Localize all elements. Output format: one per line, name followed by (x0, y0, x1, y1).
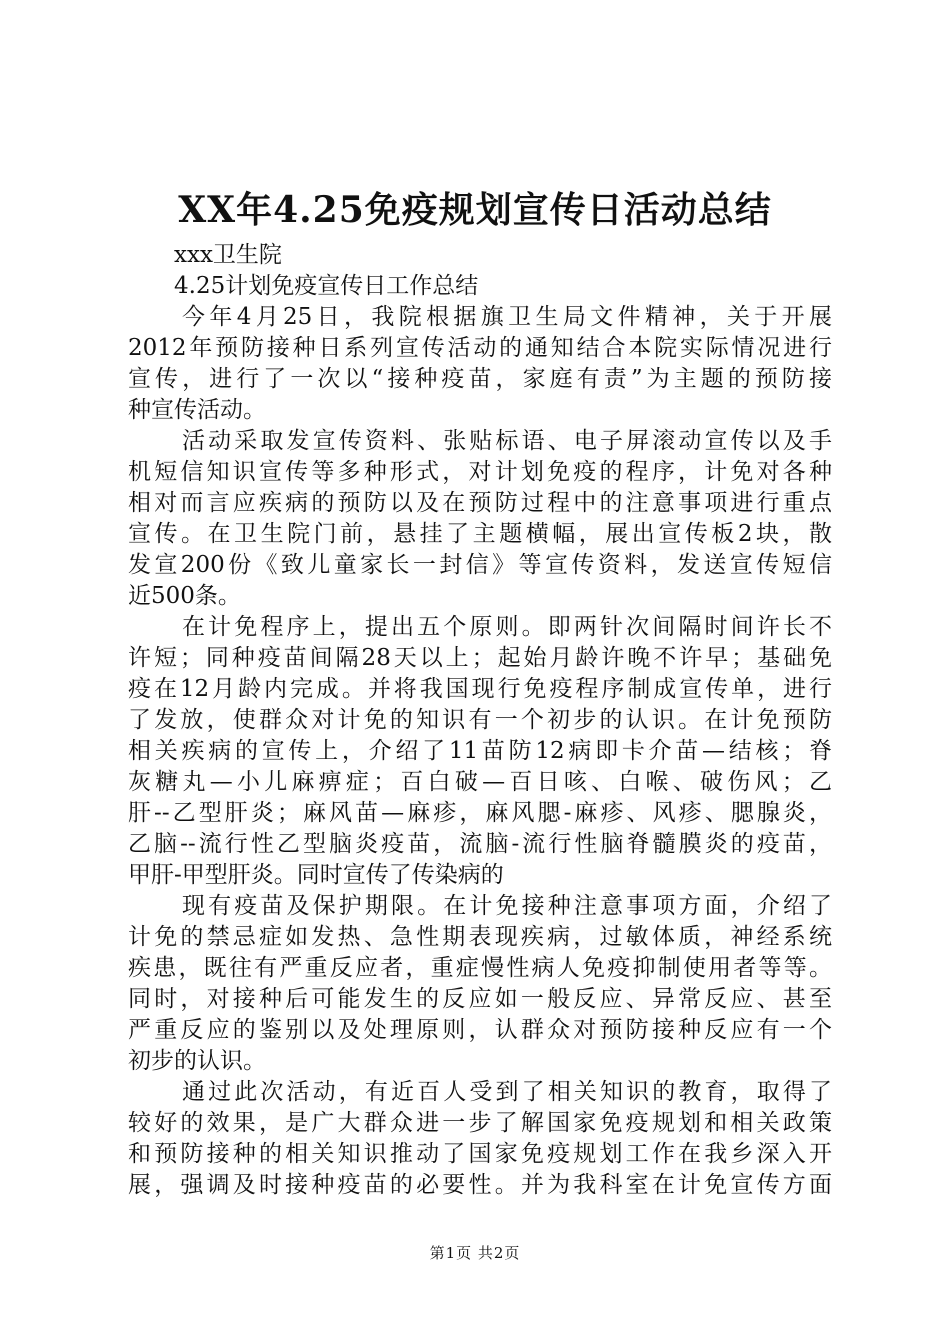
paragraph-1-line: 种宣传活动。 (128, 397, 266, 423)
paragraph-5-line: 通过此次活动，有近百人受到了相关知识的教育，取得了 (182, 1079, 832, 1105)
org-name: xxx卫生院 (174, 242, 282, 268)
paragraph-1-line: 2012年预防接种日系列宣传活动的通知结合本院实际情况进行 (128, 335, 832, 361)
paragraph-3-line: 乙脑--流行性乙型脑炎疫苗，流脑-流行性脑脊髓膜炎的疫苗， (128, 831, 832, 857)
paragraph-3-line: 相关疾病的宣传上，介绍了11苗防12病即卡介苗—结核；脊 (128, 738, 832, 764)
paragraph-4-line: 疾患，既往有严重反应者，重症慢性病人免疫抑制使用者等等。 (128, 955, 832, 981)
paragraph-5-line: 展，强调及时接种疫苗的必要性。并为我科室在计免宣传方面 (128, 1172, 832, 1198)
paragraph-1-line: 宣传，进行了一次以“接种疫苗，家庭有责”为主题的预防接 (128, 366, 832, 392)
paragraph-4-line: 计免的禁忌症如发热、急性期表现疾病，过敏体质，神经系统 (128, 924, 832, 950)
document-body (128, 240, 832, 1201)
paragraph-1-line: 今年4月25日，我院根据旗卫生局文件精神，关于开展 (182, 304, 832, 330)
paragraph-3-line: 灰糖丸—小儿麻痹症；百白破—百日咳、白喉、破伤风；乙 (128, 769, 832, 795)
paragraph-2-line: 相对而言应疾病的预防以及在预防过程中的注意事项进行重点 (128, 490, 832, 516)
paragraph-3-line: 疫在12月龄内完成。并将我国现行免疫程序制成宣传单，进行 (128, 676, 832, 702)
paragraph-4-line: 严重反应的鉴别以及处理原则，认群众对预防接种反应有一个 (128, 1017, 832, 1043)
paragraph-4-line: 同时，对接种后可能发生的反应如一般反应、异常反应、甚至 (128, 986, 832, 1012)
subtitle: 4.25计划免疫宣传日工作总结 (174, 273, 479, 299)
paragraph-3-line: 了发放，使群众对计免的知识有一个初步的认识。在计免预防 (128, 707, 832, 733)
paragraph-3-line: 甲肝-甲型肝炎。同时宣传了传染病的 (128, 862, 504, 888)
paragraph-2-line: 近500条。 (128, 583, 241, 609)
paragraph-2-line: 机短信知识宣传等多种形式，对计划免疫的程序，计免对各种 (128, 459, 832, 485)
paragraph-3-line: 许短；同种疫苗间隔28天以上；起始月龄许晚不许早；基础免 (128, 645, 832, 671)
page-number: 第1页 共2页 (429, 1244, 521, 1262)
paragraph-3-line: 在计免程序上，提出五个原则。即两针次间隔时间许长不 (182, 614, 832, 640)
paragraph-4-line: 现有疫苗及保护期限。在计免接种注意事项方面，介绍了 (182, 893, 832, 919)
paragraph-2-line: 活动采取发宣传资料、张贴标语、电子屏滚动宣传以及手 (182, 428, 832, 454)
paragraph-5-line: 较好的效果，是广大群众进一步了解国家免疫规划和相关政策 (128, 1110, 832, 1136)
paragraph-3-line: 肝--乙型肝炎；麻风苗—麻疹，麻风腮-麻疹、风疹、腮腺炎， (128, 800, 832, 826)
paragraph-5-line: 和预防接种的相关知识推动了国家免疫规划工作在我乡深入开 (128, 1141, 832, 1167)
paragraph-4-line: 初步的认识。 (128, 1048, 266, 1074)
paragraph-2-line: 宣传。在卫生院门前，悬挂了主题横幅，展出宣传板2块，散 (128, 521, 832, 547)
paragraph-2-line: 发宣200份《致儿童家长一封信》等宣传资料，发送宣传短信 (128, 552, 832, 578)
document-title: XX年4.25免疫规划宣传日活动总结 (178, 189, 772, 231)
